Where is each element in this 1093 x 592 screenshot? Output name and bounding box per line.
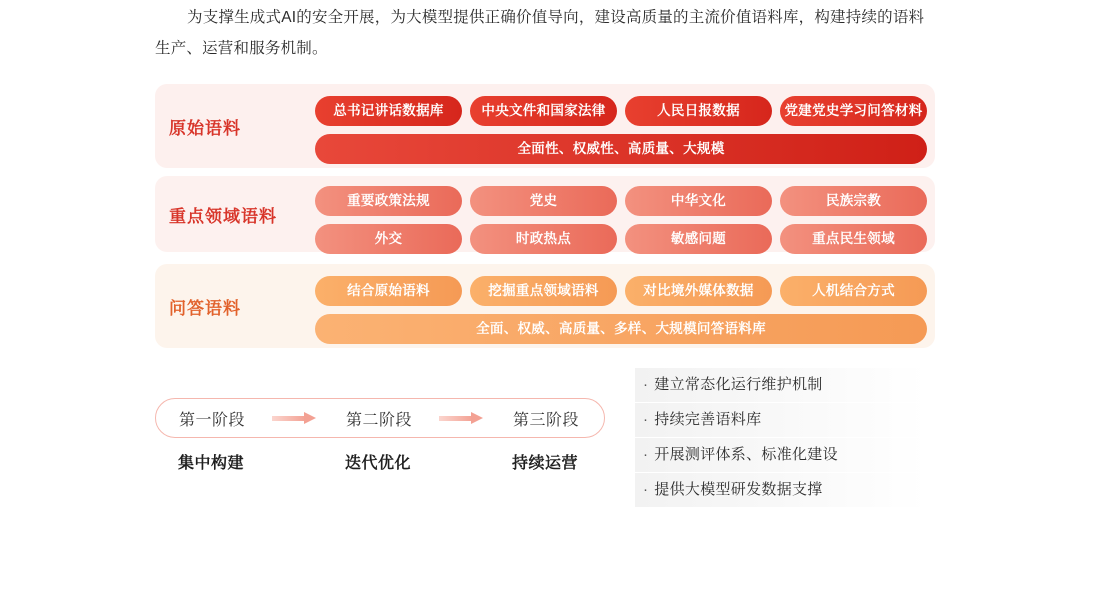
bullet-text: 建立常态化运行维护机制: [654, 376, 823, 393]
chip-row: [315, 186, 927, 216]
group-rows-qa: [315, 276, 927, 352]
bullet-item: [635, 403, 927, 437]
stage-subtitle-1: 集中构建: [177, 455, 244, 472]
corpus-group-raw: [155, 84, 935, 168]
group-title-key-domain: 重点领域语料: [169, 207, 277, 226]
group-title-raw: 原始语料: [169, 119, 241, 138]
intro-paragraph: [155, 2, 935, 64]
chip-row: [315, 96, 927, 126]
bullet-text: 提供大模型研发数据支撑: [654, 481, 823, 498]
corpus-chip[interactable]: 党建党史学习问答材料: [780, 96, 927, 126]
stage-subtitle-2: 迭代优化: [344, 455, 411, 472]
chip-row: [315, 276, 927, 306]
corpus-chip[interactable]: 挖掘重点领域语料: [470, 276, 617, 306]
corpus-chip-summary[interactable]: 全面性、权威性、高质量、大规模: [315, 134, 927, 164]
corpus-chip[interactable]: 民族宗教: [780, 186, 927, 216]
corpus-chip-summary[interactable]: 全面、权威、高质量、多样、大规模问答语料库: [315, 314, 927, 344]
arrow-right-icon: [435, 412, 490, 424]
stage-label-2: 第二阶段: [345, 411, 412, 429]
bullet-item: [635, 368, 927, 402]
chip-row: [315, 134, 927, 164]
corpus-chip[interactable]: 重要政策法规: [315, 186, 462, 216]
arrow-right-icon: [268, 412, 323, 424]
corpus-chip[interactable]: 外交: [315, 224, 462, 254]
corpus-group-qa: [155, 264, 935, 348]
corpus-chip[interactable]: 时政热点: [470, 224, 617, 254]
group-title-qa: 问答语料: [169, 299, 241, 318]
chip-row: [315, 224, 927, 254]
bullet-text: 开展测评体系、标准化建设: [654, 446, 838, 463]
corpus-chip[interactable]: 总书记讲话数据库: [315, 96, 462, 126]
chip-row: [315, 314, 927, 344]
intro-text: 为支撑生成式AI的安全开展，为大模型提供正确价值导向，建设高质量的主流价值语料库，构建持续的语料生产、运营和服务机制。: [155, 9, 925, 57]
corpus-chip[interactable]: 敏感问题: [625, 224, 772, 254]
corpus-chip[interactable]: 人机结合方式: [780, 276, 927, 306]
stage-label-1: 第一阶段: [178, 411, 245, 429]
bullet-item: [635, 473, 927, 507]
bullet-dot-icon: ·: [643, 446, 649, 463]
group-rows-key-domain: [315, 186, 927, 262]
bullet-text: 持续完善语料库: [654, 411, 762, 428]
corpus-chip[interactable]: 中华文化: [625, 186, 772, 216]
corpus-chip[interactable]: 人民日报数据: [625, 96, 772, 126]
corpus-chip[interactable]: 中央文件和国家法律: [470, 96, 617, 126]
bullet-dot-icon: ·: [643, 411, 649, 428]
group-rows-raw: [315, 96, 927, 172]
corpus-chip[interactable]: 党史: [470, 186, 617, 216]
corpus-chip[interactable]: 结合原始语料: [315, 276, 462, 306]
stage-timeline: [155, 398, 605, 438]
corpus-chip[interactable]: 重点民生领域: [780, 224, 927, 254]
corpus-group-key-domain: [155, 176, 935, 252]
stage-subtitle-3: 持续运营: [511, 455, 578, 472]
bullet-item: [635, 438, 927, 472]
stage-label-3: 第三阶段: [512, 411, 579, 429]
corpus-chip[interactable]: 对比境外媒体数据: [625, 276, 772, 306]
bullet-dot-icon: ·: [643, 481, 649, 498]
bullet-dot-icon: ·: [643, 376, 649, 393]
